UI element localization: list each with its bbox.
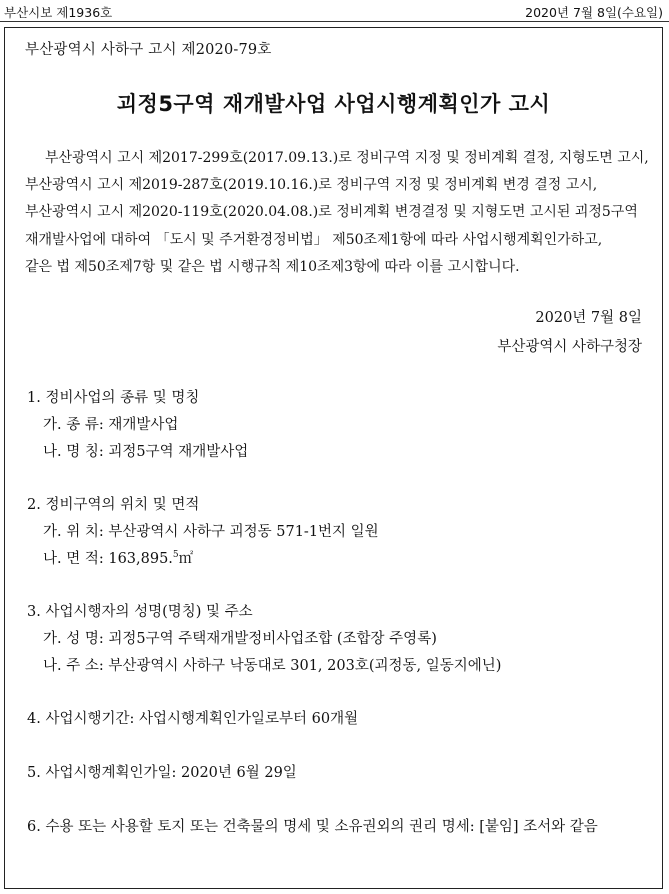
issuer: 부산광역시 사하구청장	[497, 339, 642, 355]
body-line-4: 재개발사업에 대하여 「도시 및 주거환경정비법」 제50조제1항에 따라 사업시행계획인가하고,	[25, 231, 603, 248]
item-1-name: 나. 명 칭: 괴정5구역 재개발사업	[43, 444, 249, 460]
publication-date: 2020년 7월 8일(수요일)	[525, 5, 663, 20]
notice-frame	[4, 27, 663, 889]
item-3-address: 나. 주 소: 부산광역시 사하구 낙동대로 301, 203호(괴정동, 일동지에닌)	[43, 658, 502, 674]
publication-header	[0, 0, 669, 22]
issue-date: 2020년 7월 8일	[535, 310, 642, 326]
body-line-5: 같은 법 제50조제7항 및 같은 법 시행규칙 제10조제3항에 따라 이를 고시합니다.	[25, 258, 520, 275]
notice-body	[25, 145, 649, 281]
item-4: 4. 사업시행기간: 사업시행계획인가일로부터 60개월	[27, 711, 359, 727]
body-line-2: 부산광역시 고시 제2019-287호(2019.10.16.)로 정비구역 지정 및 정비계획 변경 결정 고시,	[25, 177, 598, 194]
item-2-heading: 2. 정비구역의 위치 및 면적	[27, 497, 200, 513]
item-5: 5. 사업시행계획인가일: 2020년 6월 29일	[27, 765, 297, 781]
body-line-3: 부산광역시 고시 제2020-119호(2020.04.08.)로 정비계획 변경결정 및 지형도면 고시된 괴정5구역	[25, 204, 638, 221]
item-2-location: 가. 위 치: 부산광역시 사하구 괴정동 571-1번지 일원	[43, 524, 379, 540]
notice-title: 괴정5구역 재개발사업 사업시행계획인가 고시	[116, 92, 551, 116]
item-6: 6. 수용 또는 사용할 토지 또는 건축물의 명세 및 소유권외의 권리 명세: [붙임] 조서와 같음	[27, 819, 598, 835]
item-1-type: 가. 종 류: 재개발사업	[43, 417, 179, 433]
item-3-heading: 3. 사업시행자의 성명(명칭) 및 주소	[27, 604, 253, 620]
area-decimal: 5	[172, 550, 179, 561]
area-value: 나. 면 적: 163,895.	[43, 551, 173, 567]
item-3-name: 가. 성 명: 괴정5구역 주택재개발정비사업조합 (조합장 주영록)	[43, 631, 437, 647]
item-2-area	[43, 547, 193, 568]
header-rule	[0, 21, 669, 22]
body-line-1: 부산광역시 고시 제2017-299호(2017.09.13.)로 정비구역 지정 및 정비계획 결정, 지형도면 고시,	[45, 150, 649, 166]
area-unit: ㎡	[178, 551, 194, 567]
notice-number: 부산광역시 사하구 고시 제2020-79호	[25, 42, 272, 58]
publication-issue: 부산시보 제1936호	[4, 5, 113, 20]
item-1-heading: 1. 정비사업의 종류 및 명칭	[27, 390, 200, 406]
